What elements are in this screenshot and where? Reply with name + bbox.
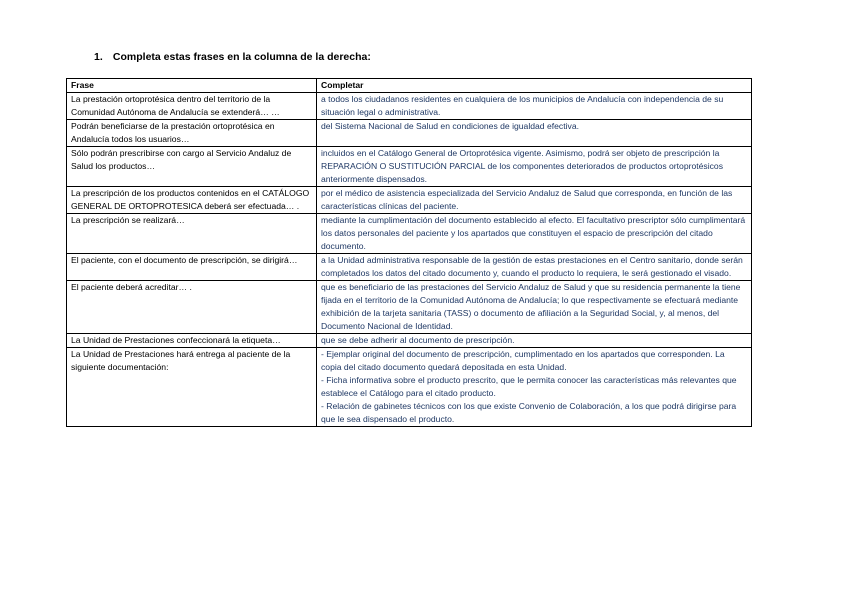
completar-text: a todos los ciudadanos residentes en cualquiera de los municipios de Andalucía con independencia de su situación legal o administrativa. bbox=[321, 94, 724, 117]
frase-cell: La prescripción de los productos contenidos en el CATÁLOGO GENERAL DE ORTOPROTESICA deberá ser efectuada… . bbox=[67, 187, 317, 214]
exercise-heading bbox=[94, 51, 371, 63]
completar-text: que se debe adherir al documento de prescripción. bbox=[321, 335, 515, 345]
table-row bbox=[67, 93, 752, 120]
header-frase: Frase bbox=[67, 79, 317, 93]
frase-cell: La Unidad de Prestaciones confeccionará la etiqueta… bbox=[67, 334, 317, 348]
completar-text: mediante la cumplimentación del documento establecido al efecto. El facultativo prescriptor sólo cumplimentará los datos personales del paciente y los apartados que constituyen el espacio de prescripción del citado documento. bbox=[321, 215, 746, 251]
completar-text: - Relación de gabinetes técnicos con los que existe Convenio de Colaboración, a los que podrá dirigirse para que le sea dispensado el producto. bbox=[321, 401, 737, 424]
completar-cell bbox=[317, 147, 752, 187]
frase-cell: La prescripción se realizará… bbox=[67, 214, 317, 254]
header-completar: Completar bbox=[317, 79, 752, 93]
completar-cell bbox=[317, 120, 752, 147]
table-header-row bbox=[67, 79, 752, 93]
table-row bbox=[67, 120, 752, 147]
table-row bbox=[67, 254, 752, 281]
completar-text: - Ejemplar original del documento de prescripción, cumplimentado en los apartados que corresponden. La copia del citado documento quedará depositada en esta Unidad. bbox=[321, 349, 725, 372]
frase-cell: El paciente, con el documento de prescripción, se dirigirá… bbox=[67, 254, 317, 281]
frase-cell: La prestación ortoprotésica dentro del territorio de la Comunidad Autónoma de Andalucía se extenderá… … bbox=[67, 93, 317, 120]
completar-text: que es beneficiario de las prestaciones del Servicio Andaluz de Salud y que su residencia permanente la tiene fijada en el territorio de la Comunidad Autónoma de Andalucía; lo que respectivamente se efectuará mediante exhibición de la tarjeta sanitaria (TASS) o documento de afiliación a la Seguridad Social, y, al menos, del Documento Nacional de Identidad. bbox=[321, 282, 741, 331]
completar-cell bbox=[317, 281, 752, 334]
completar-text: - Ficha informativa sobre el producto prescrito, que le permita conocer las características más relevantes que establece el Catálogo para el citado producto. bbox=[321, 375, 737, 398]
completar-cell bbox=[317, 214, 752, 254]
frase-cell: Sólo podrán prescribirse con cargo al Servicio Andaluz de Salud los productos… bbox=[67, 147, 317, 187]
frase-cell: El paciente deberá acreditar… . bbox=[67, 281, 317, 334]
completar-text: incluidos en el Catálogo General de Ortoprotésica vigente. Asimismo, podrá ser objeto de prescripción la REPARACIÓN O SUSTITUCIÓN PARCIAL de los componentes deteriorados de productos ortoprotésicos anteriormente dispensados. bbox=[321, 148, 724, 184]
completar-text: por el médico de asistencia especializada del Servicio Andaluz de Salud que corresponda, en función de las características clínicas del paciente. bbox=[321, 188, 733, 211]
table-row bbox=[67, 281, 752, 334]
table-row bbox=[67, 214, 752, 254]
completar-cell bbox=[317, 187, 752, 214]
completar-cell bbox=[317, 93, 752, 120]
completar-cell bbox=[317, 348, 752, 427]
completar-cell bbox=[317, 334, 752, 348]
table-row bbox=[67, 348, 752, 427]
completar-cell bbox=[317, 254, 752, 281]
exercise-number: 1. bbox=[94, 51, 103, 63]
table-row bbox=[67, 147, 752, 187]
frase-cell: Podrán beneficiarse de la prestación ortoprotésica en Andalucía todos los usuarios… bbox=[67, 120, 317, 147]
table-row bbox=[67, 187, 752, 214]
exercise-title: Completa estas frases en la columna de la derecha: bbox=[112, 51, 371, 63]
frase-cell: La Unidad de Prestaciones hará entrega al paciente de la siguiente documentación: bbox=[67, 348, 317, 427]
completar-text: del Sistema Nacional de Salud en condiciones de igualdad efectiva. bbox=[321, 121, 579, 131]
table-row bbox=[67, 334, 752, 348]
completion-table bbox=[66, 78, 752, 427]
completar-text: a la Unidad administrativa responsable de la gestión de estas prestaciones en el Centro sanitario, donde serán completados los datos del citado documento y, cuando el producto lo requiera, le será gestionado el visado. bbox=[321, 255, 743, 278]
